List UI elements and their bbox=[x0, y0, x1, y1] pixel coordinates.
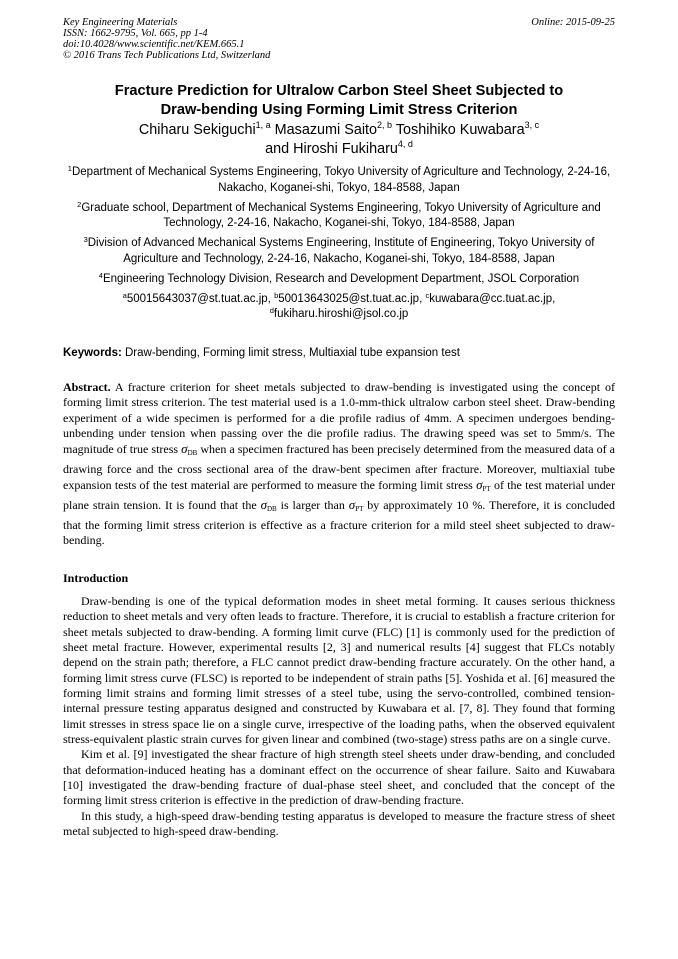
affiliation bbox=[64, 272, 614, 288]
affiliation-text: Engineering Technology Division, Research and Development Department, JSOL Corporation bbox=[102, 272, 580, 285]
email-link[interactable]: 50015643037@st.tuat.ac.jp, bbox=[126, 292, 275, 305]
copyright-line: © 2016 Trans Tech Publications Ltd, Switzerland bbox=[63, 50, 271, 61]
affiliation-sup: 3 bbox=[83, 235, 88, 244]
affiliation-sup: 4 bbox=[98, 270, 103, 280]
journal-name: Key Engineering Materials bbox=[63, 17, 178, 28]
affiliation bbox=[64, 201, 614, 232]
email-link[interactable]: 50013643025@st.tuat.ac.jp, bbox=[278, 292, 426, 305]
sigma-pt-symbol: $\sigma_{PT}$ bbox=[476, 477, 491, 494]
keywords-label: Keywords: bbox=[63, 347, 122, 359]
journal-info bbox=[63, 17, 270, 61]
paragraph: In this study, a high-speed draw-bending testing apparatus is developed to measure the fracture stress of sheet metal subjected to high-speed draw-bending. bbox=[63, 808, 615, 839]
author-name: Masazumi Saito bbox=[274, 122, 378, 138]
abstract-text: A fracture criterion for sheet metals subjected to draw-bending is investigated using the concept of forming limit stress criterion. The test material used is a 1.0-mm-thick ultralow carbon steel sheet. Draw-bending experiment of a wide specimen is performed for a die profile radius of 4mm. A specimen undergoes bending-unbending under tension when passing over the die profile radius. The drawing speed was set to 5mm/s. The magnitude of true stress bbox=[63, 380, 615, 457]
email-sup: c bbox=[425, 290, 430, 300]
email-sup: b bbox=[274, 290, 279, 300]
author-sup: 4, d bbox=[397, 139, 413, 149]
email-list bbox=[64, 292, 614, 323]
email-link[interactable]: fukiharu.hiroshi@jsol.co.jp bbox=[273, 308, 409, 320]
keywords-text: Draw-bending, Forming limit stress, Multiaxial tube expansion test bbox=[121, 347, 460, 359]
doi-line: doi:10.4028/www.scientific.net/KEM.665.1 bbox=[63, 39, 245, 50]
author-name: and Hiroshi Fukiharu bbox=[265, 141, 398, 157]
affiliation-text: Division of Advanced Mechanical Systems Engineering, Institute of Engineering, Tokyo University of Agriculture and Technology, 2-24-16, Nakacho, Koganei-shi, Tokyo, 184-8588, Japan bbox=[87, 237, 595, 265]
email-sup: a bbox=[122, 290, 127, 300]
title-line-1: Fracture Prediction for Ultralow Carbon Steel Sheet Subjected to bbox=[114, 83, 564, 99]
introduction-body bbox=[63, 594, 615, 840]
abstract-text: of the test material under plane strain tension. It is found that the bbox=[63, 478, 616, 513]
affiliation bbox=[64, 236, 614, 267]
paragraph: Draw-bending is one of the typical deformation modes in sheet metal forming. It causes serious thickness reduction to sheet metals and very often leads to fracture. Therefore, it is crucial to establish a fracture criterion for sheet metals subjected to draw-bending. A forming limit curve (FLC) [1] is commonly used for the prediction of sheet metal fracture. However, experimental results [2, 3] and numerical results [4] suggest that FLCs notably depend on the strain path; therefore, a FLC cannot predict draw-bending fracture accurately. On the other hand, a forming limit stress curve (FLSC) is reported to be independent of strain paths [5]. Yoshida et al. [6] measured the forming limit strains and forming limit stresses of a steel tube, using the servo-controlled, combined tension-internal pressure testing apparatus designed and constructed by Kuwabara et al. [7, 8]. They found that forming limit stresses in stress space lie on a single curve, irrespective of the loading paths, when the observed equivalent stress-equivalent plastic strain curves for given linear and combined (two-stage) stress paths are on a single curve. bbox=[63, 594, 615, 747]
sigma-db-symbol: $\sigma_{DB}$ bbox=[260, 497, 277, 514]
author-name: Chiharu Sekiguchi bbox=[138, 122, 256, 138]
keywords bbox=[63, 346, 615, 361]
author-list bbox=[60, 121, 618, 159]
affiliation-text: Department of Mechanical Systems Engineering, Tokyo University of Agriculture and Technology, 2-24-16, Nakacho, Koganei-shi, Tokyo, 184-8588, Japan bbox=[71, 166, 611, 194]
abstract-text: by approximately 10 %. Therefore, it is concluded that the forming limit stress criterion is effective as a fracture criterion for a mild steel sheet subjected to draw-bending. bbox=[63, 498, 616, 548]
paper-title bbox=[60, 82, 618, 120]
abstract-text: is larger than bbox=[276, 498, 349, 513]
sigma-pt-symbol: $\sigma_{PT}$ bbox=[348, 497, 364, 514]
online-date: Online: 2015-09-25 bbox=[531, 17, 615, 28]
introduction-heading: Introduction bbox=[63, 571, 129, 585]
issn-line: ISSN: 1662-9795, Vol. 665, pp 1-4 bbox=[63, 28, 208, 39]
author-sup: 1, a bbox=[255, 120, 271, 130]
email-sup: d bbox=[269, 306, 274, 315]
author-name: Toshihiko Kuwabara bbox=[395, 122, 525, 138]
author-sup: 2, b bbox=[377, 120, 393, 130]
affiliation-sup: 1 bbox=[67, 164, 72, 173]
email-link[interactable]: kuwabara@cc.tuat.ac.jp, bbox=[429, 292, 556, 305]
affiliation bbox=[64, 165, 614, 196]
sigma-db-symbol: $\sigma_{DB}$ bbox=[181, 441, 198, 458]
affiliations bbox=[64, 165, 614, 323]
paragraph: Kim et al. [9] investigated the shear fracture of high strength steel sheets under draw-bending, and concluded that deformation-induced heating has a dominant effect on the occurrence of shear failure. Saito and Kuwabara [10] investigated the draw-bending fracture of dual-phase steel sheet, and concluded that the concept of the forming limit stress criterion is effective in the prediction of draw-bending fracture. bbox=[63, 747, 615, 808]
abstract-label: Abstract. bbox=[63, 380, 111, 394]
title-line-2: Draw-bending Using Forming Limit Stress Criterion bbox=[160, 102, 518, 118]
author-sup: 3, c bbox=[524, 120, 540, 130]
abstract bbox=[63, 380, 615, 548]
affiliation-sup: 2 bbox=[77, 199, 82, 209]
abstract-text: when a specimen fractured has been precisely determined from the measured data of a drawing force and the cross sectional area of the draw-bent specimen after fracture. Moreover, multiaxial tube expansion tests of the test material are performed to measure the forming limit stress bbox=[63, 442, 615, 493]
affiliation-text: Graduate school, Department of Mechanical Systems Engineering, Tokyo University of Agriculture and Technology, 2-24-16, Nakacho, Koganei-shi, Tokyo, 184-8588, Japan bbox=[81, 201, 601, 229]
